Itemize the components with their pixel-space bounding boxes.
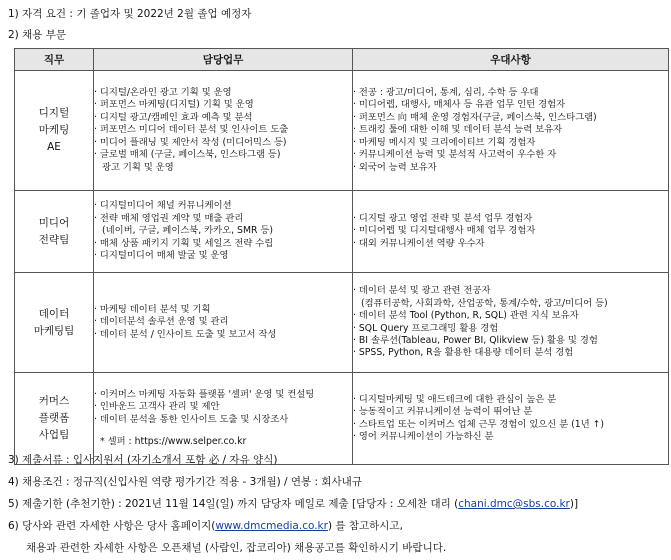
duty-list bbox=[94, 200, 352, 262]
table-header-row bbox=[15, 49, 669, 71]
duty-item: · 이커머스 마케팅 자동화 플랫폼 '셀퍼' 운영 및 컨설팅 bbox=[94, 388, 315, 400]
duty-item: · 데이터 분석 / 인사이트 도출 및 보고서 작성 bbox=[94, 328, 277, 340]
deadline-text: 5) 제출기한 (추천기한) : 2021년 11월 14일(일) 까지 담당자 메일로 제출 [담당자 : 오세찬 대리 ( bbox=[8, 498, 459, 510]
job-title-line: AE bbox=[47, 141, 61, 153]
preference-item: · 외국어 능력 보유자 bbox=[353, 161, 437, 173]
preferences-cell bbox=[353, 71, 669, 191]
homepage-link[interactable]: www.dmcmedia.co.kr bbox=[215, 520, 328, 532]
table-row bbox=[15, 71, 669, 191]
duty-item: · 디지털 광고/캠페인 효과 예측 및 분석 bbox=[94, 111, 253, 123]
preference-item: · 영어 커뮤니케이션이 가능하신 분 bbox=[353, 430, 494, 442]
documents-line: 3) 제출서류 : 입사지원서 (자기소개서 포함 必 / 자유 양식) bbox=[8, 454, 278, 466]
preferences-cell bbox=[353, 273, 669, 373]
job-title-cell bbox=[15, 71, 94, 191]
duty-item: · 매체 상품 패키지 기획 및 세일즈 전략 수립 bbox=[94, 237, 274, 249]
preference-item: · 미디어렙, 대행사, 매체사 등 유관 업무 인턴 경험자 bbox=[353, 99, 566, 111]
selper-note: * 셀퍼 : https://www.selper.co.kr bbox=[100, 435, 247, 447]
open-channel-line: 채용과 관련한 자세한 사항은 오픈채널 (사람인, 잡코리아) 채용공고를 확인하시기 바랍니다. bbox=[26, 542, 447, 554]
preference-list bbox=[353, 213, 668, 250]
duty-item: · 데이터분석 솔루션 운영 및 관리 bbox=[94, 316, 229, 328]
division-heading: 2) 채용 부문 bbox=[8, 29, 67, 41]
preference-item: · 데이터 분석 및 광고 관련 전공자 bbox=[353, 285, 491, 297]
job-title-cell bbox=[15, 191, 94, 273]
preference-item: · 퍼포먼스 向 매체 운영 경험자(구글, 페이스북, 인스타그램) bbox=[353, 111, 597, 123]
duty-list bbox=[94, 389, 352, 426]
job-title-line: 전략팀 bbox=[38, 233, 70, 246]
preference-item: · BI 솔루션(Tableau, Power BI, Qlikview 등) 활용 및 경험 bbox=[353, 334, 598, 346]
job-title-line: 플랫폼 bbox=[38, 412, 70, 424]
duties-cell bbox=[94, 191, 353, 273]
homepage-text: 6) 당사와 관련 자세한 사항은 당사 홈페이지( bbox=[8, 520, 216, 532]
preference-item: · 스타트업 또는 이커머스 업체 근무 경험이 있으신 분 (1년 ↑) bbox=[353, 418, 605, 430]
header-duties: 담당업무 bbox=[94, 49, 353, 71]
preference-list bbox=[353, 87, 668, 174]
homepage-line bbox=[8, 518, 403, 533]
job-title-line: 디지털 bbox=[38, 107, 70, 119]
preferences-cell bbox=[353, 191, 669, 273]
job-title-line: 마케팅 bbox=[38, 124, 70, 136]
recruitment-table bbox=[14, 48, 669, 465]
preference-item: · 마케팅 메시지 및 크리에이티브 기획 경험자 bbox=[353, 136, 536, 148]
duty-item: · 인바운드 고객사 관리 및 제안 bbox=[94, 401, 220, 413]
duty-item: · 퍼포먼스 마케팅(디지털) 기획 및 운영 bbox=[94, 99, 254, 111]
job-title-line: 미디어 bbox=[38, 216, 70, 229]
job-title-cell bbox=[15, 373, 94, 465]
preference-item: · 데이터 분석 Tool (Python, R, SQL) 관련 지식 보유자 bbox=[353, 310, 579, 322]
contact-email-link[interactable]: chani.dmc@sbs.co.kr bbox=[458, 498, 570, 510]
header-preferences: 우대사항 bbox=[353, 49, 669, 71]
conditions-line: 4) 채용조건 : 정규직(신입사원 역량 평가기간 적용 - 3개월) / 연봉 : 회사내규 bbox=[8, 476, 362, 488]
duty-item: · 미디어 플래닝 및 제안서 작성 (미디어믹스 등) bbox=[94, 136, 287, 148]
duties-cell bbox=[94, 273, 353, 373]
preference-item: · 커뮤니케이션 능력 및 분석적 사고력이 우수한 자 bbox=[353, 149, 557, 161]
deadline-suffix: )] bbox=[569, 498, 579, 510]
preference-list bbox=[353, 394, 668, 444]
deadline-line bbox=[8, 496, 578, 511]
homepage-suffix: ) 를 참고하시고, bbox=[327, 520, 403, 532]
duty-item: · 퍼포먼스 미디어 데이터 분석 및 인사이트 도출 bbox=[94, 124, 289, 136]
duty-item: · 디지털미디어 매체 발굴 및 운영 bbox=[94, 250, 229, 262]
duty-item: · 마케팅 데이터 분석 및 기획 bbox=[94, 303, 211, 315]
duties-cell bbox=[94, 71, 353, 191]
qualification-line: 1) 자격 요건 : 기 졸업자 및 2022년 2월 졸업 예정자 bbox=[8, 8, 252, 20]
duty-item: · 전략 매체 영업권 계약 및 매출 관리 bbox=[94, 212, 244, 224]
job-title-cell bbox=[15, 273, 94, 373]
job-title-line: 데이터 bbox=[38, 307, 70, 320]
duties-cell bbox=[94, 373, 353, 465]
preference-list bbox=[353, 285, 668, 359]
duty-item: (네이버, 구글, 페이스북, 카카오, SMR 등) bbox=[102, 225, 273, 237]
preference-item: (컴퓨터공학, 사회과학, 산업공학, 통계/수학, 광고/미디어 등) bbox=[361, 297, 608, 309]
preference-item: · 디지털 광고 영업 전략 및 분석 업무 경험자 bbox=[353, 212, 533, 224]
preference-item: · 전공 : 광고/미디어, 통계, 심리, 수학 등 우대 bbox=[353, 87, 539, 99]
job-title-line: 마케팅팀 bbox=[33, 324, 75, 337]
duty-list bbox=[94, 87, 352, 174]
preference-item: · SQL Query 프로그래밍 활용 경험 bbox=[353, 322, 499, 334]
preference-item: · 대외 커뮤니케이션 역량 우수자 bbox=[353, 237, 485, 249]
duty-item: · 데이터 분석을 통한 인사이트 도출 및 시장조사 bbox=[94, 413, 289, 425]
duty-item: · 디지털/온라인 광고 기획 및 운영 bbox=[94, 87, 232, 99]
preference-item: · 능동적이고 커뮤니케이션 능력이 뛰어난 분 bbox=[353, 406, 533, 418]
table-row bbox=[15, 373, 669, 465]
preference-item: · 디지털마케팅 및 애드테크에 대한 관심이 높은 분 bbox=[353, 393, 557, 405]
table-row bbox=[15, 273, 669, 373]
job-title-line: 커머스 bbox=[38, 395, 70, 407]
table-row bbox=[15, 191, 669, 273]
preference-item: · SPSS, Python, R을 활용한 대용량 데이터 분석 경험 bbox=[353, 347, 574, 359]
preferences-cell bbox=[353, 373, 669, 465]
duty-item: · 글로벌 매체 (구글, 페이스북, 인스타그램 등) bbox=[94, 149, 281, 161]
preference-item: · 미디어렙 및 디지털대행사 매체 업무 경험자 bbox=[353, 225, 536, 237]
duty-list bbox=[94, 304, 352, 341]
duty-item: · 디지털미디어 채널 커뮤니케이션 bbox=[94, 200, 232, 212]
header-job: 직무 bbox=[15, 49, 94, 71]
preference-item: · 트래킹 툴에 대한 이해 및 데이터 분석 능력 보유자 bbox=[353, 124, 563, 136]
duty-item: 광고 기획 및 운영 bbox=[102, 161, 174, 173]
job-title-line: 사업팀 bbox=[38, 429, 70, 441]
